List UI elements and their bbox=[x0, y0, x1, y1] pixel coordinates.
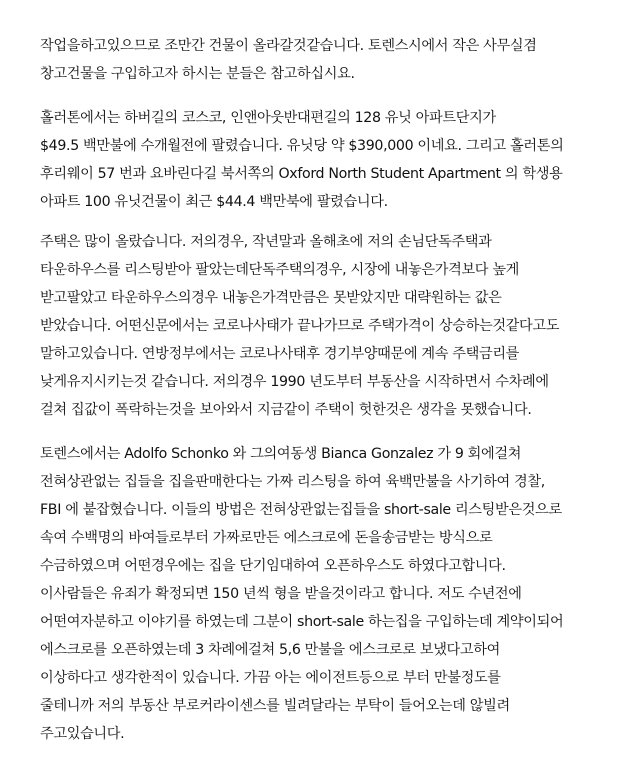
text-line: 받고팔았고 타운하우스의경우 내놓은가격만큼은 못받았지만 대략원하는 값은 bbox=[40, 290, 502, 306]
text-line: 주고있습니다. bbox=[40, 726, 125, 742]
text-line: 수금하였으며 어떤경우에는 집을 단기임대하여 오픈하우스도 하였다고합니다. bbox=[40, 558, 506, 574]
text-line: 타운하우스를 리스팅받아 팔았는데단독주택의경우, 시장에 내놓은가격보다 높게 bbox=[40, 262, 520, 278]
text-line: 받았습니다. 어떤신문에서는 코로나사태가 끝나가므로 주택가격이 상승하는것같다고도 bbox=[40, 318, 560, 334]
text-line: 말하고있습니다. 연방정부에서는 코로나사태후 경기부양때문에 계속 주택금리를 bbox=[40, 346, 520, 362]
text-line: 이상하다고 생각한적이 있습니다. 가끔 아는 에이전트등으로 부터 만불정도를 bbox=[40, 670, 501, 686]
paragraph-3 bbox=[40, 228, 630, 424]
text-line: 걸쳐 집값이 폭락하는것을 보아와서 지금같이 주택이 헛한것은 생각을 못했습니다. bbox=[40, 402, 532, 418]
text-line: 이사람들은 유죄가 확정되면 150 년씩 형을 받을것이라고 합니다. 저도 수년전에 bbox=[40, 586, 522, 602]
text-line: 전혀상관없는 집들을 집을판매한다는 가짜 리스팅을 하여 육백만불을 사기하여 경찰, bbox=[40, 474, 545, 490]
text-line: 속여 수백명의 바여들로부터 가짜로만든 에스크로에 돈을송금받는 방식으로 bbox=[40, 530, 493, 546]
text-line: 후리웨이 57 번과 요바린다길 북서쪽의 Oxford North Student Apartment 의 학생용 bbox=[40, 166, 563, 182]
text-line: 에스크로를 오픈하였는데 3 차례에걸쳐 5,6 만불을 에스크로로 보냈다고하여 bbox=[40, 642, 500, 658]
text-line: $49.5 백만불에 수개월전에 팔렸습니다. 유닛당 약 $390,000 이네요. 그리고 홀러톤의 bbox=[40, 138, 564, 154]
paragraph-2 bbox=[40, 104, 630, 216]
text-line: 아파트 100 유닛건물이 최근 $44.4 백만북에 팔렸습니다. bbox=[40, 194, 388, 210]
paragraph-1 bbox=[40, 32, 630, 88]
text-line: 홀러톤에서는 하버길의 코스코, 인앤아웃반대편길의 128 유닛 아파트단지가 bbox=[40, 110, 496, 126]
text-line: 줄테니까 저의 부동산 부로커라이센스를 빌려달라는 부탁이 들어오는데 않빌려 bbox=[40, 698, 510, 714]
text-line: FBI 에 붙잡혔습니다. 이들의 방법은 전혀상관없는집들을 short-sale 리스팅받은것으로 bbox=[40, 502, 562, 518]
text-line: 토렌스에서는 Adolfo Schonko 와 그의여동생 Bianca Gonzalez 가 9 회에걸쳐 bbox=[40, 446, 522, 462]
text-line: 주택은 많이 올랐습니다. 저의경우, 작년말과 올해초에 저의 손님단독주택과 bbox=[40, 234, 492, 250]
paragraph-4 bbox=[40, 440, 630, 748]
text-line: 낮게유지시키는것 같습니다. 저의경우 1990 년도부터 부동산을 시작하면서 수차례에 bbox=[40, 374, 549, 390]
text-line: 창고건물을 구입하고자 하시는 분들은 참고하십시요. bbox=[40, 66, 355, 82]
text-line: 어떤여자분하고 이야기를 하였는데 그분이 short-sale 하는집을 구입하는데 계약이되어 bbox=[40, 614, 564, 630]
text-line: 작업을하고있으므로 조만간 건물이 올라갈것같습니다. 토렌스시에서 작은 사무실겸 bbox=[40, 38, 537, 54]
